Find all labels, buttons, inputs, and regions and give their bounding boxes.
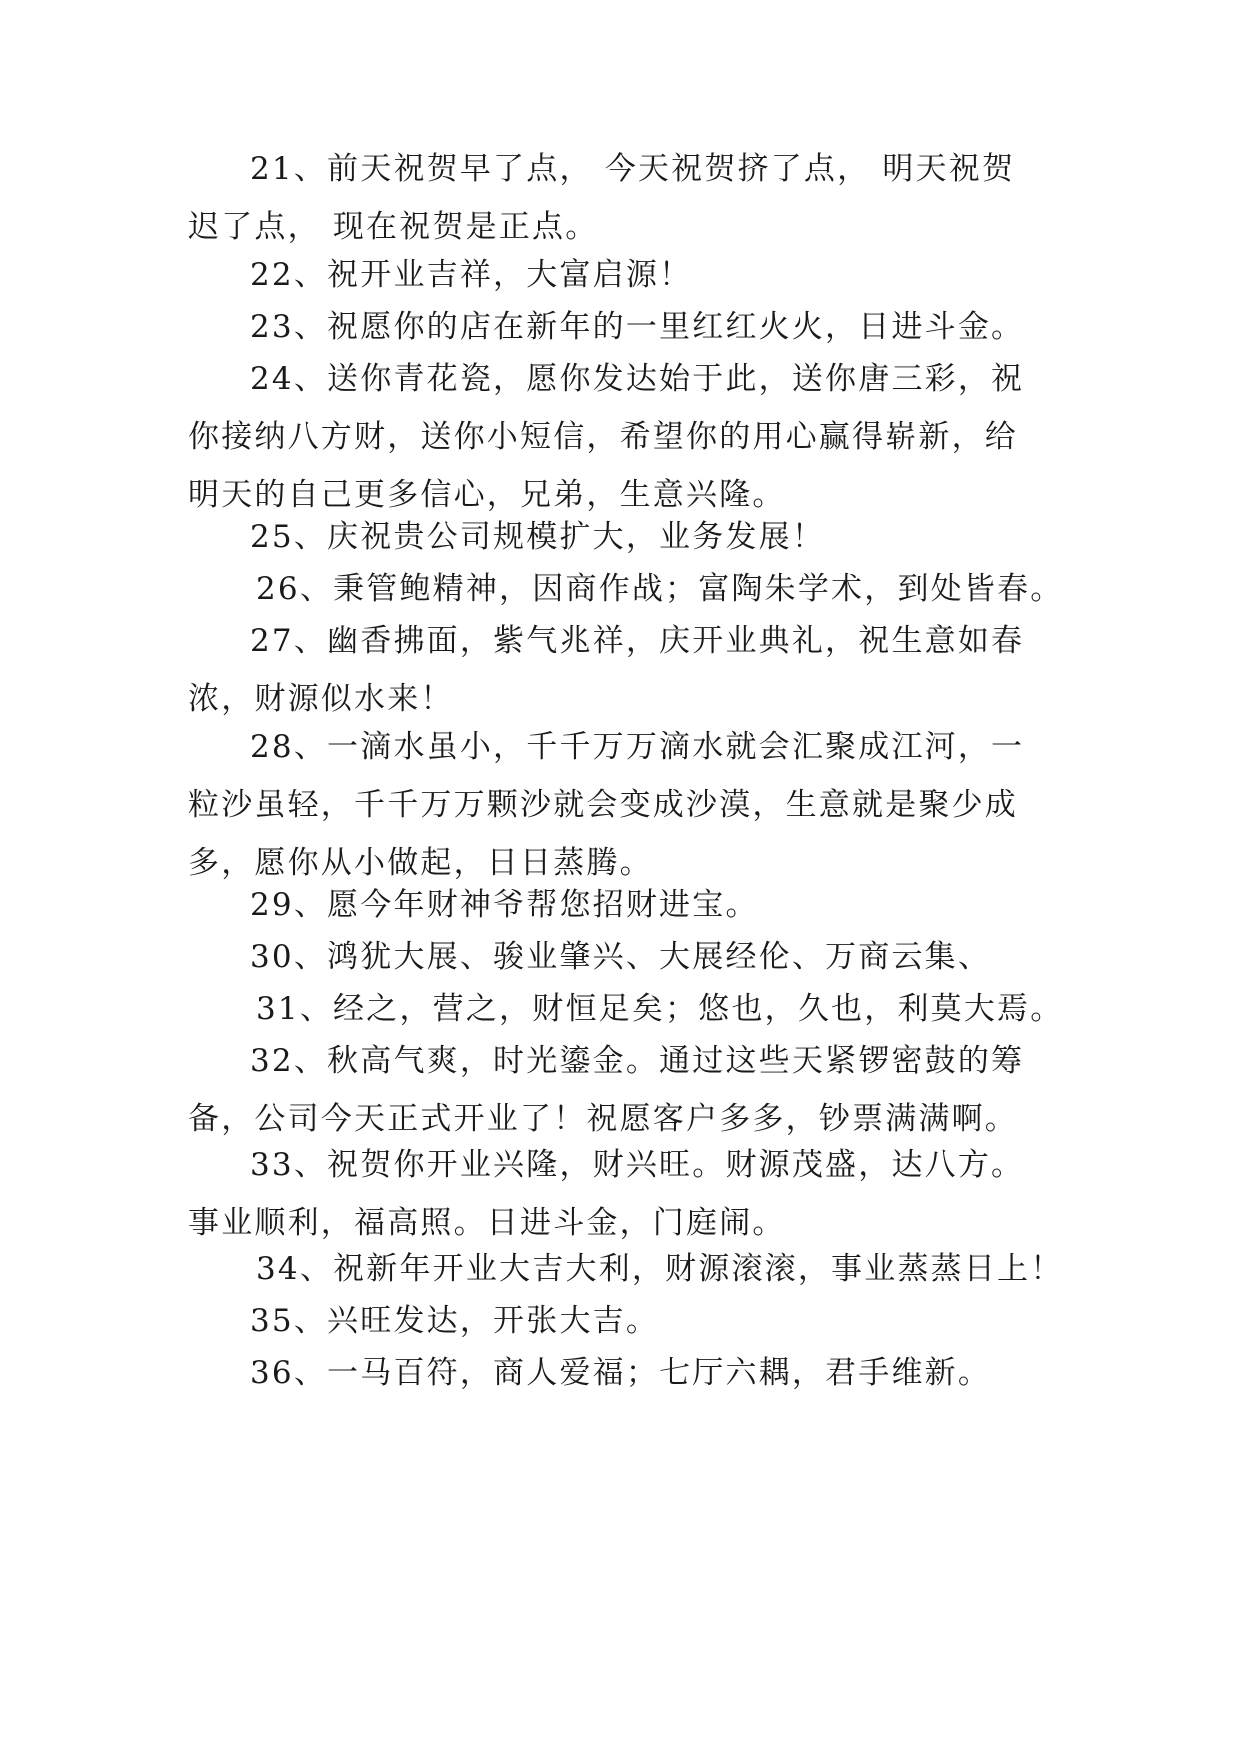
paragraph-33: 33、祝贺你开业兴隆，财兴旺。财源茂盛，达八方。事业顺利，福高照。日进斗金，门庭闹。 — [188, 1147, 1025, 1241]
paragraph-34: 34、祝新年开业大吉大利，财源滚滚，事业蒸蒸日上！ — [256, 1251, 1064, 1287]
paragraph-22: 22、祝开业吉祥，大富启源！ — [250, 257, 693, 293]
paragraph-26: 26、秉管鲍精神，因商作战；富陶朱学术，到处皆春。 — [256, 571, 1064, 607]
paragraph-24: 24、送你青花瓷，愿你发达始于此，送你唐三彩，祝你接纳八方财，送你小短信，希望你的用心赢得崭新，给明天的自己更多信心，兄弟，生意兴隆。 — [188, 361, 1025, 513]
paragraph-35: 35、兴旺发达，开张大吉。 — [250, 1303, 660, 1339]
paragraph-30: 30、鸿犹大展、骏业肇兴、大展经伦、万商云集、 — [250, 939, 992, 975]
paragraph-27: 27、幽香拂面，紫气兆祥，庆开业典礼，祝生意如春浓，财源似水来！ — [188, 623, 1025, 717]
paragraph-23: 23、祝愿你的店在新年的一里红红火火，日进斗金。 — [250, 309, 1025, 345]
paragraph-28: 28、一滴水虽小，千千万万滴水就会汇聚成江河，一粒沙虽轻，千千万万颗沙就会变成沙漠，生意就是聚少成多，愿你从小做起，日日蒸腾。 — [188, 729, 1025, 881]
paragraph-31: 31、经之，营之，财恒足矣；悠也，久也，利莫大焉。 — [256, 991, 1064, 1027]
paragraph-36: 36、一马百符，商人爱福；七厅六耦，君手维新。 — [250, 1355, 992, 1391]
paragraph-29: 29、愿今年财神爷帮您招财进宝。 — [250, 887, 759, 923]
paragraph-25: 25、庆祝贵公司规模扩大，业务发展！ — [250, 519, 826, 555]
paragraph-21: 21、前天祝贺早了点， 今天祝贺挤了点， 明天祝贺迟了点， 现在祝贺是正点。 — [188, 151, 1016, 245]
paragraph-32: 32、秋高气爽，时光鎏金。通过这些天紧锣密鼓的筹备，公司今天正式开业了！祝愿客户多多，钞票满满啊。 — [188, 1043, 1025, 1137]
